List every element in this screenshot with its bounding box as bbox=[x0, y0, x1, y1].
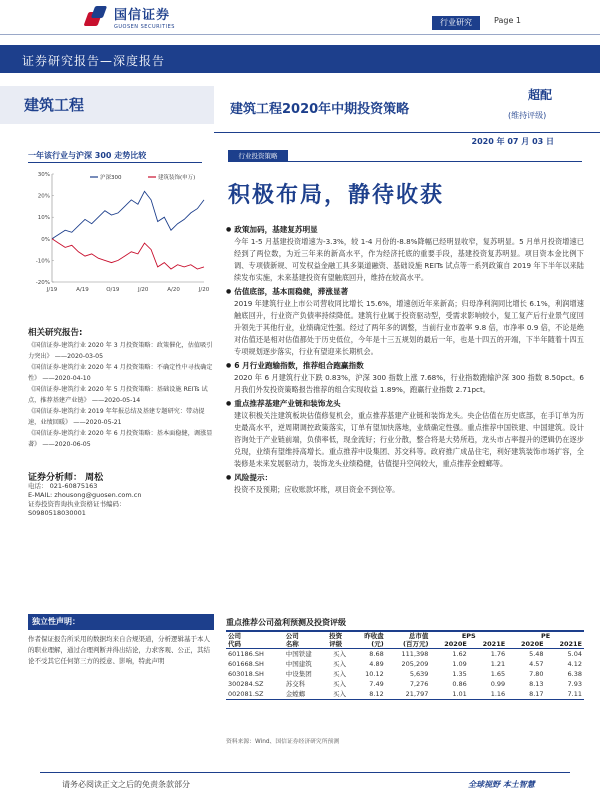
report-category: 证券研究报告—深度报告 bbox=[22, 54, 166, 68]
summary-body bbox=[226, 222, 584, 496]
table-cell: 8.68 bbox=[369, 650, 384, 658]
table-cell: 买入 bbox=[332, 680, 346, 688]
series-line-1 bbox=[52, 239, 204, 269]
table-header: 总市值 bbox=[386, 631, 431, 640]
table-cell: 300284.SZ bbox=[228, 680, 264, 688]
logo-mark-icon bbox=[86, 4, 108, 26]
table-cell: 10.12 bbox=[365, 670, 384, 678]
y-tick-label: -10% bbox=[35, 258, 50, 265]
bullet-paragraph: 2019 年建筑行业上市公司营收同比增长 15.6%，增速创近年来新高；归母净利润同比增长 6.1%，利润增速触底回升，行业资产负债率持续降低。建筑行业属于投资驱动型，受需求影响较小，复工复产后行业景气度回升领先于其他行业，业绩确定性强。经过了两年多的调整，当前行业市盈率 9.8 倍，市净率 0.9 倍，不论是绝对估值还是相对估值都处于历史低位，今年是十三五规划的最后一年，也是十四五的开端，下半年随着十四五专项规划逐步落实，行业有望迎来长期机会。 bbox=[234, 299, 584, 356]
x-tick-label: A/20 bbox=[167, 287, 180, 293]
performance-chart bbox=[28, 166, 208, 298]
table-subheader: (百万元) bbox=[386, 640, 431, 649]
sector-box bbox=[0, 86, 214, 124]
table-cell: 买入 bbox=[332, 650, 346, 658]
bullet-paragraph: 2020 年 6 月建筑行业下跌 0.83%，沪深 300 指数上涨 7.68%，行业指数跑输沪深 300 指数 8.50pct。6 月我们外发投资策略报告推荐的组合实现收益 1.89%，跑赢行业指数 2.71pct。 bbox=[234, 373, 584, 394]
page-header bbox=[0, 0, 600, 44]
table-cell: 6.38 bbox=[567, 670, 582, 678]
related-research-list bbox=[28, 340, 214, 450]
table-header: 昨收盘 bbox=[352, 631, 386, 640]
bullet-paragraph: 投资不及预期；应收账款坏账，项目资金不到位等。 bbox=[234, 485, 400, 494]
forecast-table bbox=[226, 630, 584, 700]
table-subheader: 代码 bbox=[226, 640, 284, 649]
table-cell: 1.09 bbox=[452, 660, 467, 668]
date-bar bbox=[214, 132, 600, 146]
table-subheader: 名称 bbox=[284, 640, 327, 649]
table-cell: 买入 bbox=[332, 670, 346, 678]
related-research-item: 《国信证券-建筑行业 2019 年年报总结及基建专题研究：带动提速，业绩回暖》 ——2020-05-21 bbox=[28, 408, 205, 426]
section-tag: 行业投资策略 bbox=[228, 150, 288, 162]
table-header: PE bbox=[507, 631, 584, 640]
table-cell: 5.48 bbox=[529, 650, 544, 658]
report-type-tag: 行业研究 bbox=[432, 16, 480, 30]
table-row bbox=[226, 689, 584, 700]
report-category-band bbox=[0, 45, 600, 73]
related-research-item: 《国信证券-建筑行业 2020 年 4 月投资策略：不确定性中寻找确定性》 ——2020-04-10 bbox=[28, 364, 213, 382]
bullet-heading: ● 6 月行业跑输指数，推荐组合跑赢指数 bbox=[226, 360, 584, 372]
bullet-heading: ● 重点推荐基建产业链和装饰龙头 bbox=[226, 398, 584, 410]
y-tick-label: 10% bbox=[37, 215, 50, 222]
footer-disclaimer: 请务必阅读正文之后的免责条款部分 bbox=[62, 780, 190, 789]
disclaimer-heading: 独立性声明： bbox=[28, 614, 214, 630]
related-research-item: 《国信证券-建筑行业 2020 年 6 月投资策略：基本面稳健，调涨显著》 ——2020-06-05 bbox=[28, 430, 213, 448]
contact-line: 证券投资咨询执业资格证书编码： bbox=[28, 500, 126, 508]
table-cell: 苏交科 bbox=[285, 680, 306, 688]
table-cell: 1.62 bbox=[452, 650, 467, 658]
table-cell: 601186.SH bbox=[228, 650, 264, 658]
x-tick-label: J/19 bbox=[46, 287, 58, 293]
x-tick-label: J/20 bbox=[137, 287, 149, 293]
analyst-name: 证券分析师： 周松 bbox=[28, 473, 104, 483]
series-line-0 bbox=[52, 191, 204, 239]
table-subheader: 评级 bbox=[327, 640, 352, 649]
table-cell: 8.13 bbox=[529, 680, 544, 688]
table-cell: 金螳螂 bbox=[284, 689, 327, 700]
contact-line: S0980518030001 bbox=[28, 509, 86, 517]
table-cell: 0.86 bbox=[452, 680, 467, 688]
section-divider bbox=[288, 161, 582, 162]
table-subheader: 2021E bbox=[546, 640, 584, 649]
table-cell: 603018.SH bbox=[228, 670, 264, 678]
x-tick-label: O/19 bbox=[106, 287, 120, 293]
table-row bbox=[226, 679, 584, 689]
table-cell: 7.93 bbox=[567, 680, 582, 688]
rating-note: (维持评级) bbox=[508, 111, 547, 120]
bullet-heading: ● 政策加码，基建复苏明显 bbox=[226, 224, 584, 236]
table-subheader: 2020E bbox=[430, 640, 468, 649]
table-cell: 0.99 bbox=[490, 680, 506, 688]
related-research-title: 相关研究报告: bbox=[28, 328, 83, 338]
table-cell: 中国建筑 bbox=[285, 660, 312, 668]
logo-name-en: GUOSEN SECURITIES bbox=[114, 24, 175, 30]
table-cell: 002081.SZ bbox=[226, 689, 284, 700]
table-cell: 111,398 bbox=[401, 650, 429, 658]
table-cell: 7.11 bbox=[546, 689, 584, 700]
bullet-heading: ● 估值底部，基本面稳健，滞涨显著 bbox=[226, 286, 584, 298]
table-cell: 1.01 bbox=[430, 689, 468, 700]
table-subheader: (元) bbox=[352, 640, 386, 649]
table-row bbox=[226, 649, 584, 660]
table-cell: 4.57 bbox=[529, 660, 544, 668]
table-header: EPS bbox=[430, 631, 507, 640]
bullet-heading: ● 风险提示： bbox=[226, 472, 584, 484]
rating: 超配 bbox=[528, 88, 553, 102]
table-title: 重点推荐公司盈利预测及投资评级 bbox=[226, 618, 346, 627]
table-cell: 买入 bbox=[332, 660, 346, 668]
table-cell: 8.12 bbox=[352, 689, 386, 700]
table-row bbox=[226, 669, 584, 679]
report-date: 2020 年 07 月 03 日 bbox=[471, 137, 554, 146]
disclaimer-text: 作者保证报告所采用的数据均来自合规渠道，分析逻辑基于本人的职业理解，通过合理判断并得出结论，力求客观、公正，其结论不受其它任何第三方的授意、影响，特此声明 bbox=[28, 635, 210, 665]
footer-divider bbox=[40, 772, 570, 773]
x-tick-label: A/19 bbox=[76, 287, 89, 293]
headline: 积极布局，静待收获 bbox=[228, 183, 445, 208]
table-cell: 7.80 bbox=[529, 670, 544, 678]
table-cell: 1.16 bbox=[469, 689, 507, 700]
page-number: Page 1 bbox=[494, 16, 521, 25]
related-research-item: 《国信证券-建筑行业 2020 年 5 月投资策略：基础设施 REITs 试点，推荐基建产业链》 ——2020-05-14 bbox=[28, 386, 208, 404]
table-cell: 601668.SH bbox=[228, 660, 264, 668]
y-tick-label: 0% bbox=[41, 236, 50, 243]
report-title: 建筑工程2020年中期投资策略 bbox=[230, 102, 410, 117]
table-cell: 7.49 bbox=[369, 680, 384, 688]
bullet-paragraph: 建议积极关注建筑板块估值修复机会，重点推荐基建产业链和装饰龙头。央企估值在历史底部，在手订单为历史最高水平，逆周期调控政策落实，订单有望加快落地，业绩确定性强。重点推荐中国铁建、中国建筑。设计咨询处于产业链前端，负债率低，现金流好；行业分散，整合将是大势所趋，龙头市占率提升的逻辑仍在逐步兑现，业绩有望维持高增长。重点推荐中设集团、苏交科等。政府推广成品住宅，利好建筑装饰市场扩容，全装修是未来发展驱动力，装饰龙头业绩稳健，估值提升空间较大，重点推荐金螳螂等。 bbox=[234, 411, 584, 468]
table-cell: 8.17 bbox=[507, 689, 545, 700]
table-cell: 5.04 bbox=[567, 650, 582, 658]
table-cell: 中国铁建 bbox=[285, 650, 312, 658]
table-cell: 中设集团 bbox=[285, 670, 312, 678]
table-cell: 5,639 bbox=[409, 670, 429, 678]
y-tick-label: 30% bbox=[37, 172, 50, 178]
header-divider bbox=[0, 34, 600, 35]
table-cell: 4.12 bbox=[567, 660, 582, 668]
sector-name: 建筑工程 bbox=[24, 96, 85, 114]
legend-label: 建筑装饰(申万) bbox=[158, 175, 196, 181]
analyst-contact bbox=[28, 482, 214, 518]
table-cell: 1.65 bbox=[490, 670, 506, 678]
table-cell: 21,797 bbox=[386, 689, 431, 700]
company-logo bbox=[86, 4, 175, 30]
table-cell: 4.89 bbox=[369, 660, 384, 668]
legend-label: 沪深300 bbox=[100, 175, 122, 181]
table-cell: 1.35 bbox=[452, 670, 467, 678]
x-tick-label: J/20 bbox=[198, 287, 210, 293]
table-source: 资料来源：Wind、国信证券经济研究所预测 bbox=[226, 739, 340, 745]
table-subheader: 2021E bbox=[469, 640, 507, 649]
logo-name: 国信证券 bbox=[114, 8, 171, 23]
y-tick-label: -20% bbox=[35, 280, 50, 286]
table-cell: 1.21 bbox=[490, 660, 506, 668]
chart-label: 一年该行业与沪深 300 走势比较 bbox=[28, 151, 147, 160]
table-subheader: 2020E bbox=[507, 640, 545, 649]
table-cell: 205,209 bbox=[401, 660, 429, 668]
contact-line: 电话： 021-60875163 bbox=[28, 482, 98, 490]
chart-divider bbox=[28, 162, 202, 163]
table-header: 公司 bbox=[226, 631, 284, 640]
footer-slogan: 全球视野 本土智慧 bbox=[468, 780, 535, 789]
bullet-paragraph: 今年 1-5 月基建投资增速为-3.3%，较 1-4 月份的-8.8%降幅已经明显收窄，复苏明显。5 月单月投资增速已经到了两位数，为近三年来的新高水平，作为经济托底的重要手段，基建投资复苏明显。项目资本金比例下调、专项债新规、可发权益金融工具多渠道融资、基础设施 REITs 试点等一系列政策自 2019 年下半年以来陆续发布实施，未来基建投资有望触底回升，维持在较高水平。 bbox=[234, 237, 584, 282]
table-row bbox=[226, 659, 584, 669]
table-cell: 1.76 bbox=[490, 650, 506, 658]
table-header: 投资 bbox=[327, 631, 352, 640]
contact-line: E-MAIL: zhousong@guosen.com.cn bbox=[28, 491, 142, 499]
y-tick-label: 20% bbox=[37, 193, 50, 200]
table-cell: 7,276 bbox=[409, 680, 429, 688]
table-header: 公司 bbox=[284, 631, 327, 640]
related-research-item: 《国信证券-建筑行业 2020 年 3 月投资策略：政策催化，估值吸引力突出》 ——2020-03-05 bbox=[28, 342, 213, 360]
table-cell: 买入 bbox=[327, 689, 352, 700]
